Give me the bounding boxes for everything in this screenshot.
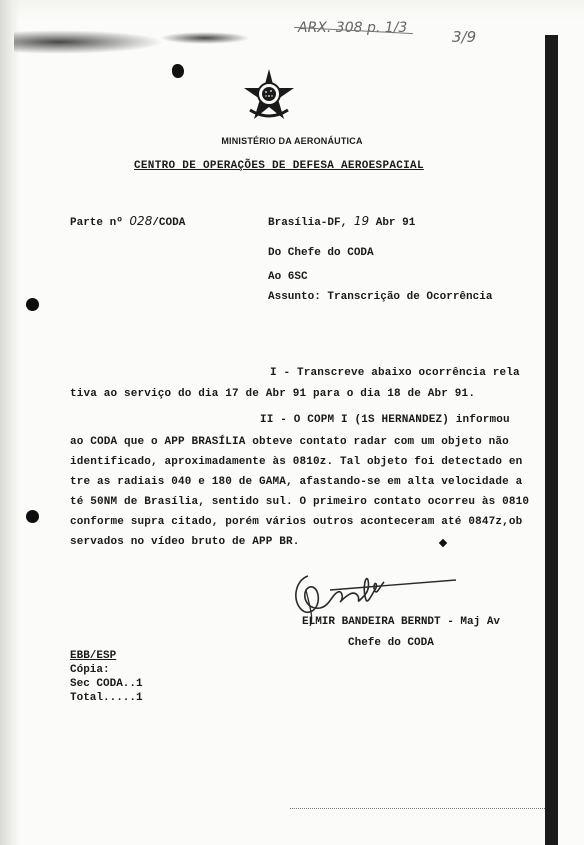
body-line: II - O COPM I (1S HERNANDEZ) informou <box>260 414 510 426</box>
body-line: servados no vídeo bruto de APP BR. <box>70 536 300 548</box>
body-line: tre as radiais 040 e 180 de GAMA, afastando-se em alta velocidade a <box>70 476 523 488</box>
body-line: I - Transcreve abaixo ocorrência rela <box>270 367 520 379</box>
body-line: ao CODA que o APP BRASÍLIA obteve contato radar com um objeto não <box>70 436 509 448</box>
ink-blot <box>172 64 184 78</box>
body-line: tiva ao serviço do dia 17 de Abr 91 para o dia 18 de Abr 91. <box>70 388 476 400</box>
body-line: té 50NM de Brasília, sentido sul. O primeiro contato ocorreu às 0810 <box>70 496 530 508</box>
punch-hole <box>26 298 39 311</box>
city: Brasília-DF, <box>268 217 348 229</box>
initials: EBB/ESP <box>70 650 117 662</box>
copy-total: Total.....1 <box>70 692 143 704</box>
brazil-coat-of-arms-icon <box>242 68 296 122</box>
body-line: identificado, aproximadamente às 0810z. Tal objeto foi detectado en <box>70 456 523 468</box>
scan-edge-left <box>0 0 20 845</box>
archive-reference-annotation: ARX. 308 p. 1/3 <box>298 20 408 36</box>
ink-speck <box>439 539 447 547</box>
toner-smear <box>14 30 164 54</box>
page-count-annotation: 3/9 <box>452 28 477 46</box>
part-suffix: /CODA <box>152 217 186 229</box>
month-year: Abr 91 <box>375 217 416 229</box>
copy-recipient: Sec CODA..1 <box>70 678 143 690</box>
from-line: Do Chefe do CODA <box>268 247 374 259</box>
body-line: conforme supra citado, porém vários outros aconteceram até 0847z,ob <box>70 516 523 528</box>
scan-edge-right-bar <box>545 35 558 845</box>
day-handwritten: 19 <box>353 214 370 228</box>
part-label: Parte nº <box>70 217 123 229</box>
page-edge-line <box>290 808 545 809</box>
signatory-name: ELMIR BANDEIRA BERNDT - Maj Av <box>302 616 501 628</box>
punch-hole <box>26 510 39 523</box>
date-line <box>268 214 415 229</box>
copy-label: Cópia: <box>70 664 110 676</box>
toner-smear <box>160 32 250 44</box>
centre-heading: CENTRO DE OPERAÇÕES DE DEFESA AEROESPACIAL <box>134 160 424 172</box>
part-number <box>70 214 185 229</box>
part-number-handwritten: 028 <box>129 214 153 228</box>
signatory-title: Chefe do CODA <box>348 637 434 649</box>
scan-edge-top <box>0 0 584 20</box>
subject-line: Assunto: Transcrição de Ocorrência <box>268 291 493 303</box>
to-line: Ao 6SC <box>268 271 308 283</box>
ministry-heading: MINISTÉRIO DA AERONÁUTICA <box>221 136 363 146</box>
